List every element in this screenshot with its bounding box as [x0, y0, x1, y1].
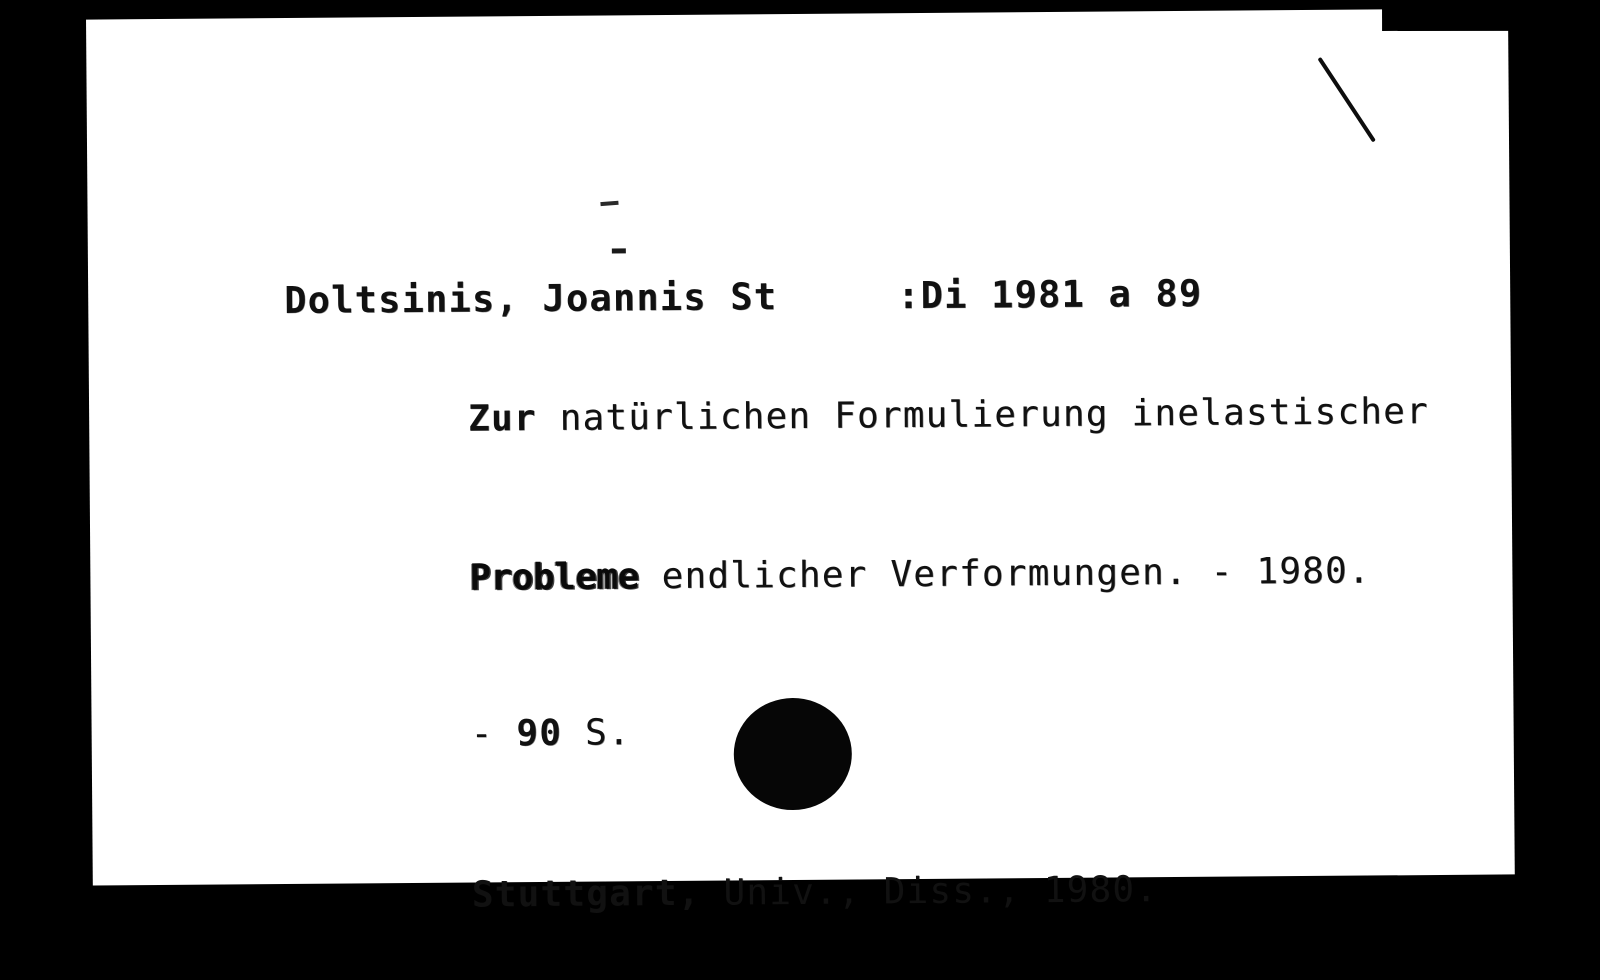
- title-line-2-smudged-word: Probleme: [469, 556, 639, 599]
- title-line-1-lead: Zur: [468, 398, 537, 440]
- extent-page-count: 90: [516, 712, 563, 755]
- call-number: :Di 1981 a 89: [897, 271, 1203, 318]
- extent-suffix: S.: [561, 712, 631, 754]
- author-name: Doltsinis, Joannis St: [284, 275, 778, 323]
- author-line: [284, 267, 1464, 326]
- stray-dot-mark: [612, 248, 626, 253]
- stray-dash-mark: [600, 201, 618, 206]
- title-line-2: [286, 493, 1467, 658]
- diagonal-pen-stroke-mark: [1317, 57, 1375, 143]
- title-line-2-rest: endlicher Verformungen. - 1980.: [638, 550, 1371, 598]
- extent-prefix: -: [470, 713, 517, 755]
- black-corner-artifact: [1382, 5, 1512, 31]
- catalog-card: [86, 8, 1515, 916]
- title-line-1: [285, 331, 1466, 502]
- card-text-block: [284, 267, 1469, 978]
- imprint-rest: Univ., Diss., 1980.: [700, 869, 1159, 914]
- round-ink-blot: [733, 698, 852, 811]
- imprint-line: [288, 807, 1469, 978]
- extent-line: [287, 649, 1468, 814]
- title-line-1-rest: natürlichen Formulierung inelastischer: [536, 391, 1430, 440]
- imprint-place: Stuttgart,: [471, 872, 701, 916]
